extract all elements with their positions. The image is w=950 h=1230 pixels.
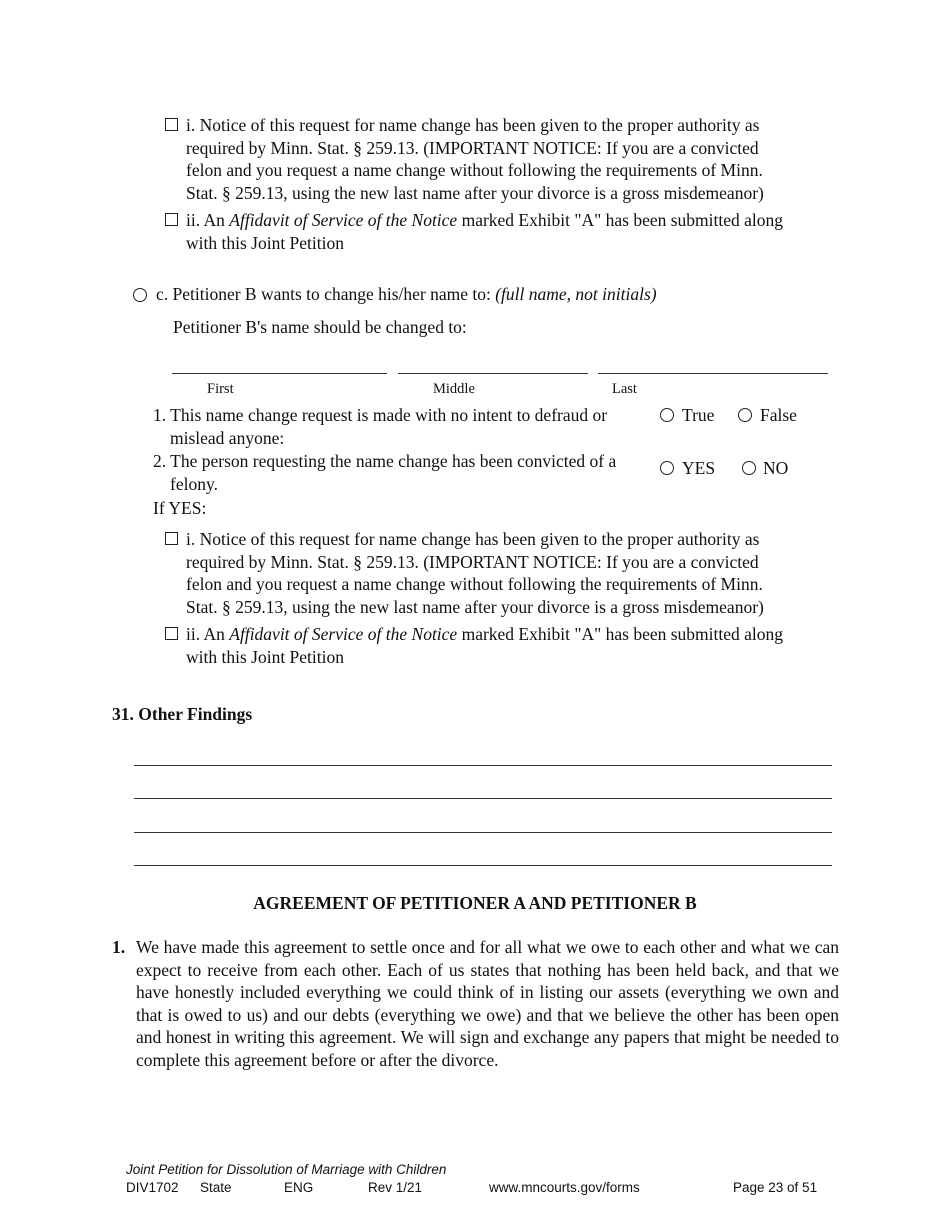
footer-form-code: DIV1702 xyxy=(126,1180,179,1195)
other-findings-heading: 31. Other Findings xyxy=(112,704,253,724)
last-name-field[interactable] xyxy=(598,373,828,374)
yes-radio[interactable] xyxy=(660,461,674,475)
no-radio[interactable] xyxy=(742,461,756,475)
notice-given-text-b: i. Notice of this request for name change has been given to the proper authority as required by Minn. Stat. § 259.13. (IMPORTANT NOTICE: If you are a convicted felon and you request a name change without following the requirements of Minn. Stat. § 259.13, using the new last name after your divorce is a gross misdemeanor) xyxy=(186,115,764,203)
true-radio[interactable] xyxy=(660,408,674,422)
agreement-paragraph: We have made this agreement to settle once and for all what we owe to each other and what we can expect to receive from each other. Each of us states that nothing has been held back, and that we have honestly included everything we could think of in listing our assets (everything we own and that is owed to us) and our debts (everything we owe) and that we believe the other has been open and honest in writing this agreement. We will sign and exchange any papers that might be needed to complete this agreement before or after the divorce. xyxy=(136,937,839,1070)
first-name-caption: First xyxy=(207,381,234,397)
yes-label: YES xyxy=(682,458,716,478)
affidavit-text-b: ii. An Affidavit of Service of the Notice marked Exhibit "A" has been submitted along with this Joint Petition xyxy=(186,210,784,253)
middle-name-caption: Middle xyxy=(433,381,475,397)
other-findings-line-4[interactable] xyxy=(134,865,832,866)
true-label: True xyxy=(682,405,715,425)
footer-revision: Rev 1/21 xyxy=(368,1180,423,1195)
other-findings-line-3[interactable] xyxy=(134,832,832,833)
footer-form-title: Joint Petition for Dissolution of Marriage with Children xyxy=(126,1162,447,1177)
question-convicted-felony: 2. The person requesting the name change has been convicted of a felony. xyxy=(153,451,617,494)
affidavit-checkbox-b[interactable] xyxy=(165,213,178,226)
footer-website[interactable]: www.mncourts.gov/forms xyxy=(489,1180,640,1195)
option-c-label: c. Petitioner B wants to change his/her name to: (full name, not initials) xyxy=(156,284,657,304)
affidavit-text-c: ii. An Affidavit of Service of the Notice marked Exhibit "A" has been submitted along with this Joint Petition xyxy=(186,624,784,667)
first-name-field[interactable] xyxy=(172,373,387,374)
other-findings-line-1[interactable] xyxy=(134,765,832,766)
agreement-item-number: 1. xyxy=(112,937,126,957)
footer-jurisdiction: State xyxy=(200,1180,232,1195)
option-c-radio[interactable] xyxy=(133,288,147,302)
affidavit-checkbox-c[interactable] xyxy=(165,627,178,640)
false-label: False xyxy=(760,405,797,425)
question-no-intent-defraud: 1. This name change request is made with no intent to defraud or mislead anyone: xyxy=(153,405,608,448)
if-yes-label: If YES: xyxy=(153,498,207,518)
last-name-caption: Last xyxy=(612,381,637,397)
footer-page-number: Page 23 of 51 xyxy=(733,1180,818,1195)
no-label: NO xyxy=(763,458,789,478)
footer-language: ENG xyxy=(284,1180,314,1195)
notice-given-text-c: i. Notice of this request for name change has been given to the proper authority as required by Minn. Stat. § 259.13. (IMPORTANT NOTICE: If you are a convicted felon and you request a name change without following the requirements of Minn. Stat. § 259.13, using the new last name after your divorce is a gross misdemeanor) xyxy=(186,529,764,617)
notice-given-checkbox-c[interactable] xyxy=(165,532,178,545)
notice-given-checkbox-b[interactable] xyxy=(165,118,178,131)
other-findings-line-2[interactable] xyxy=(134,798,832,799)
middle-name-field[interactable] xyxy=(398,373,588,374)
agreement-heading: AGREEMENT OF PETITIONER A AND PETITIONER B xyxy=(253,893,697,913)
false-radio[interactable] xyxy=(738,408,752,422)
name-change-subtitle: Petitioner B's name should be changed to: xyxy=(173,317,467,337)
